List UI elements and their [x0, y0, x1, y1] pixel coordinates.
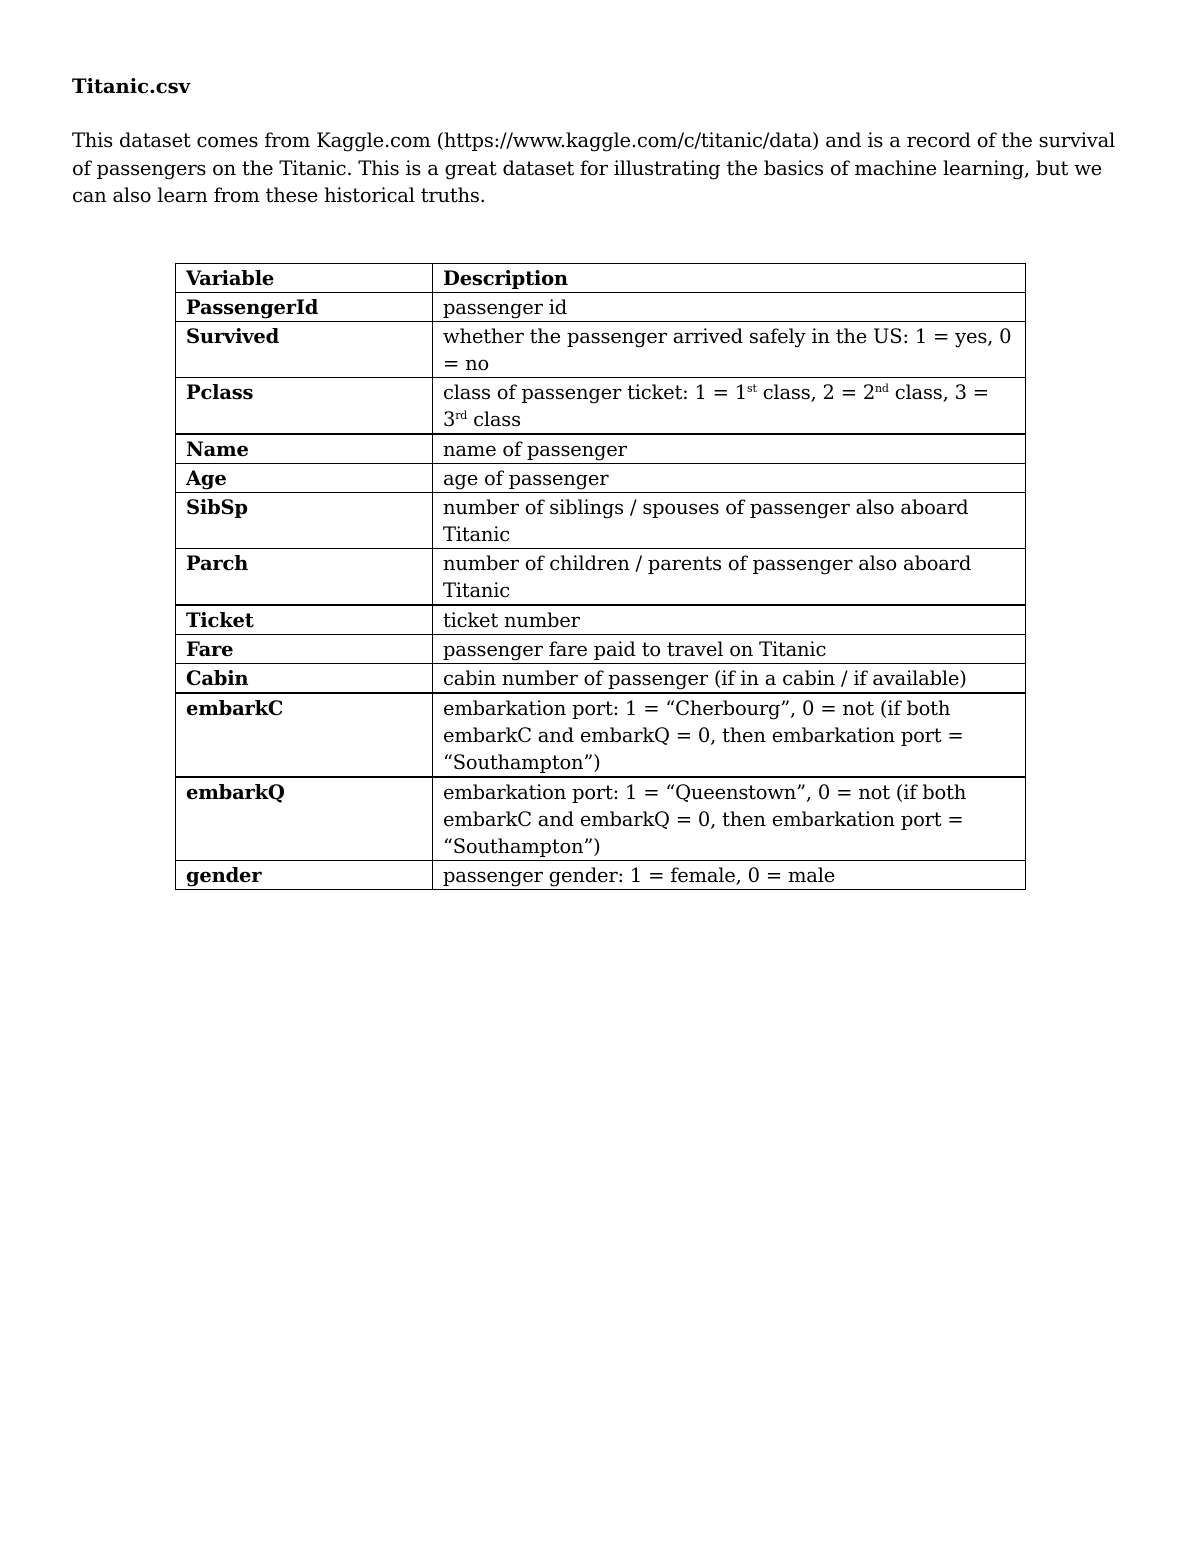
variable-cell: Name	[176, 434, 433, 464]
table-row	[176, 322, 1026, 378]
description-cell: whether the passenger arrived safely in the US: 1 = yes, 0 = no	[433, 322, 1026, 378]
pclass-text-1: class of passenger ticket: 1 = 1	[443, 381, 748, 404]
pclass-text-2: class, 2 = 2	[756, 381, 876, 404]
description-cell: number of siblings / spouses of passenger also aboard Titanic	[433, 493, 1026, 549]
variable-table	[175, 263, 1026, 890]
table-row	[176, 635, 1026, 664]
table-row	[176, 464, 1026, 493]
table-row	[176, 434, 1026, 464]
description-cell	[433, 378, 1026, 435]
variable-cell: Parch	[176, 549, 433, 606]
pclass-text-4: class	[467, 408, 521, 431]
description-cell: cabin number of passenger (if in a cabin / if available)	[433, 664, 1026, 694]
variable-cell: Pclass	[176, 378, 433, 435]
description-cell: name of passenger	[433, 434, 1026, 464]
description-cell: embarkation port: 1 = “Queenstown”, 0 = not (if both embarkC and embarkQ = 0, then embarkation port = “Southampton”)	[433, 777, 1026, 861]
description-cell: passenger fare paid to travel on Titanic	[433, 635, 1026, 664]
document-title: Titanic.csv	[72, 75, 190, 98]
table-row	[176, 861, 1026, 890]
pclass-text-3: class, 3 = 3	[443, 381, 989, 431]
table-row	[176, 378, 1026, 435]
table-row	[176, 549, 1026, 606]
description-cell: passenger gender: 1 = female, 0 = male	[433, 861, 1026, 890]
variable-cell: embarkQ	[176, 777, 433, 861]
pclass-sup-3: rd	[455, 409, 468, 422]
variable-cell: PassengerId	[176, 293, 433, 322]
description-cell: age of passenger	[433, 464, 1026, 493]
table-row	[176, 493, 1026, 549]
header-variable: Variable	[176, 264, 433, 293]
variable-cell: Survived	[176, 322, 433, 378]
description-cell: number of children / parents of passenger also aboard Titanic	[433, 549, 1026, 606]
description-cell: passenger id	[433, 293, 1026, 322]
variable-cell: Ticket	[176, 605, 433, 635]
variable-cell: gender	[176, 861, 433, 890]
table-header-row	[176, 264, 1026, 293]
table-row	[176, 777, 1026, 861]
variable-cell: Fare	[176, 635, 433, 664]
description-cell: ticket number	[433, 605, 1026, 635]
table-row	[176, 293, 1026, 322]
table-row	[176, 605, 1026, 635]
header-description: Description	[433, 264, 1026, 293]
variable-cell: SibSp	[176, 493, 433, 549]
table-row	[176, 693, 1026, 777]
description-cell: embarkation port: 1 = “Cherbourg”, 0 = not (if both embarkC and embarkQ = 0, then embarkation port = “Southampton”)	[433, 693, 1026, 777]
pclass-sup-1: st	[747, 382, 757, 395]
pclass-sup-2: nd	[875, 382, 889, 395]
variable-cell: Age	[176, 464, 433, 493]
variable-cell: Cabin	[176, 664, 433, 694]
variable-cell: embarkC	[176, 693, 433, 777]
intro-paragraph: This dataset comes from Kaggle.com (https://www.kaggle.com/c/titanic/data) and is a record of the survival of passengers on the Titanic. This is a great dataset for illustrating the basics of machine learning, but we can also learn from these historical truths.	[72, 129, 1116, 207]
table-row	[176, 664, 1026, 694]
